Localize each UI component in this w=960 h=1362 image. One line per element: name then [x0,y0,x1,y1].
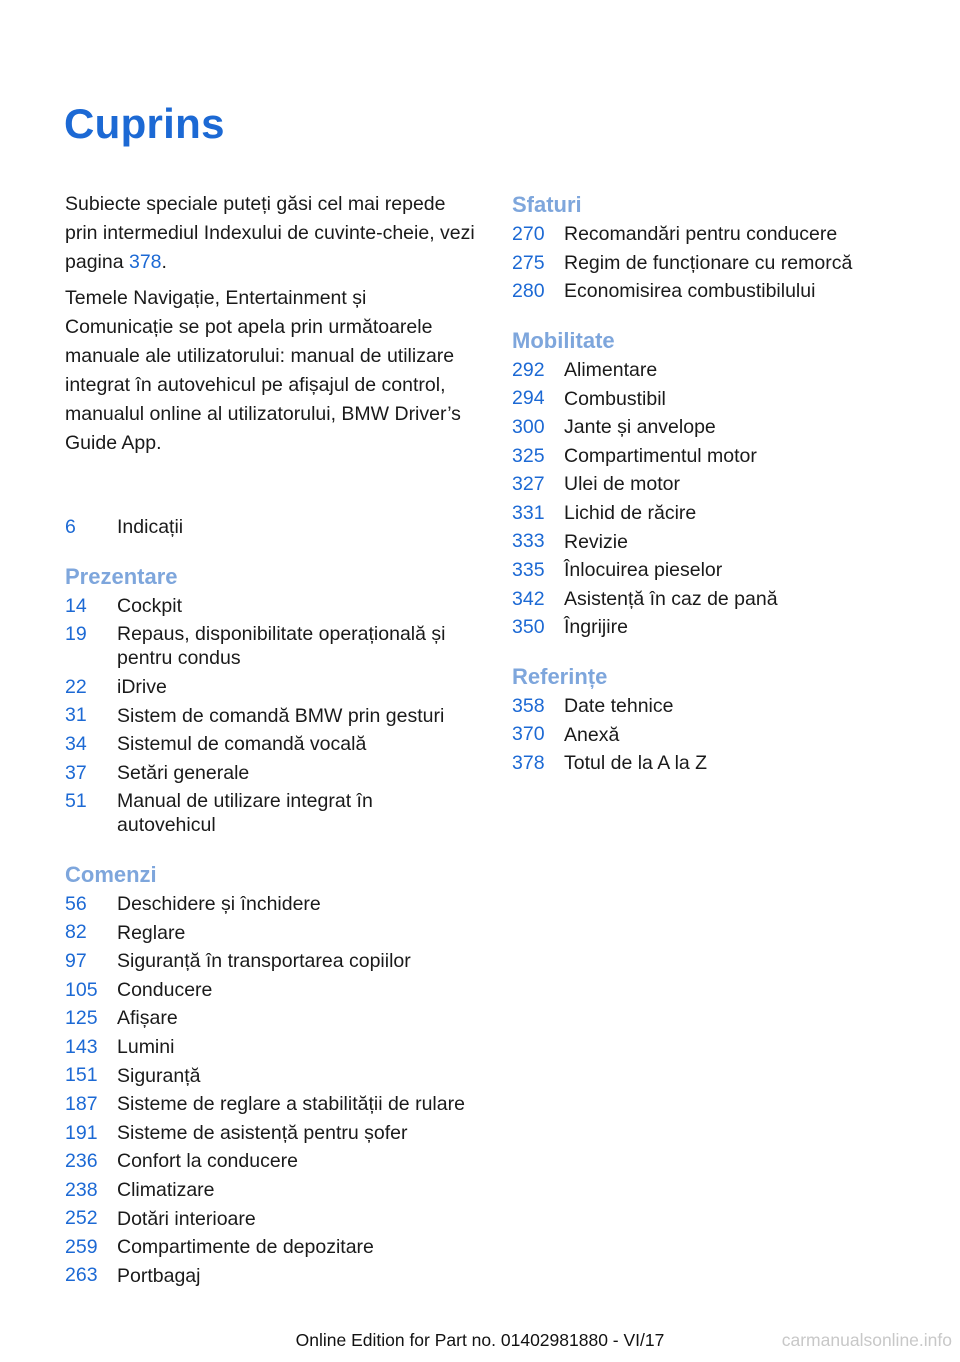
toc-page-number[interactable]: 294 [512,387,545,410]
intro-p1-text: Subiecte speciale puteți găsi cel mai repede prin intermediul Indexului de cuvinte-cheie, vezi pagina [65,193,475,273]
toc-page-number[interactable]: 333 [512,530,545,553]
toc-section [512,190,912,306]
toc-section [512,662,912,778]
toc-page-number[interactable]: 263 [65,1264,98,1287]
toc-entry-label: iDrive [117,676,167,699]
toc-entry[interactable] [65,1233,475,1262]
toc-entry-label: Alimentare [564,359,658,382]
toc-entry-label: Jante și anvelope [564,416,716,439]
toc-entry-label: Date tehnice [564,695,674,718]
toc-entry[interactable] [512,720,912,749]
toc-entry[interactable] [512,442,912,471]
toc-entry[interactable] [65,673,475,702]
toc-entry-label: Portbagaj [117,1264,201,1287]
toc-entry[interactable] [512,220,912,249]
toc-page-number[interactable]: 6 [65,516,76,538]
toc-entry-label: Sisteme de reglare a stabilității de rulare [117,1093,465,1116]
toc-page-number[interactable]: 19 [65,623,87,646]
toc-entry-label: Indicații [117,516,184,539]
toc-entry-label: Confort la conducere [117,1150,299,1173]
toc-entry-label: Totul de la A la Z [564,752,708,775]
toc-entry[interactable] [512,556,912,585]
index-page-link[interactable]: 378 [128,251,162,273]
toc-page-number[interactable]: 280 [512,280,545,303]
toc-entry-label: Afișare [117,1007,178,1030]
intro-p1-end: . [161,251,167,273]
toc-entry[interactable] [65,592,475,621]
toc-entry-label: Înlocuirea pieselor [564,559,723,582]
toc-entry[interactable] [512,356,912,385]
toc-page-number[interactable]: 259 [65,1235,98,1258]
toc-entry-label: Lumini [117,1036,175,1059]
toc-page-number[interactable]: 342 [512,587,545,610]
right-sections [512,190,912,778]
intro-text [65,190,475,458]
toc-entry[interactable] [65,759,475,788]
toc-page-number[interactable]: 370 [512,723,545,746]
toc-page-number[interactable]: 238 [65,1178,98,1201]
toc-entry[interactable] [65,730,475,759]
toc-entry-label: Asistență în caz de pană [564,587,778,610]
intro-paragraph-1 [65,190,475,277]
toc-page-number[interactable]: 187 [65,1092,98,1115]
toc-section [512,326,912,642]
toc-page-number[interactable]: 97 [65,949,87,972]
toc-page-number[interactable]: 31 [65,704,87,727]
toc-entry[interactable] [65,1147,475,1176]
toc-page-number[interactable]: 191 [65,1121,98,1144]
toc-entry[interactable] [65,918,475,947]
toc-entry[interactable] [65,513,475,542]
toc-entry-label: Sistemul de comandă vocală [117,733,367,756]
toc-entry-label: Compartimentul motor [564,444,757,467]
toc-entry[interactable] [512,384,912,413]
toc-entry-label: Repaus, disponibilitate operațională și pentru condus [117,623,446,670]
toc-entry-label: Lichid de răcire [564,502,697,525]
toc-entry[interactable] [512,527,912,556]
section-heading: Referințe [512,663,608,689]
toc-entry-label: Dotări interioare [117,1207,256,1230]
left-column [65,190,475,1310]
toc-entry-label: Manual de utilizare integrat în autovehicul [117,790,373,837]
toc-entry[interactable] [512,277,912,306]
toc-entry[interactable] [512,692,912,721]
toc-entry[interactable] [65,1061,475,1090]
toc-entry-label: Compartimente de depozitare [117,1236,374,1259]
toc-entry-label: Regim de funcționare cu remorcă [564,251,853,274]
toc-entry[interactable] [65,947,475,976]
toc-page-number[interactable]: 331 [512,501,545,524]
toc-section [65,562,475,840]
toc-entry[interactable] [65,1033,475,1062]
toc-page-number[interactable]: 22 [65,675,87,698]
toc-entry-label: Deschidere și închidere [117,893,321,916]
toc-page-number[interactable]: 327 [512,473,545,496]
right-column [512,190,912,798]
toc-page-number[interactable]: 143 [65,1035,98,1058]
toc-page-number[interactable]: 82 [65,921,87,944]
toc-entry-label: Cockpit [117,594,183,617]
toc-page-number[interactable]: 335 [512,558,545,581]
toc-page-number[interactable]: 34 [65,732,87,755]
watermark: carmanualsonline.info [781,1330,952,1350]
section-heading: Sfaturi [512,192,582,217]
toc-entry[interactable] [65,787,475,840]
toc-entry[interactable] [512,585,912,614]
toc-entry[interactable] [512,249,912,278]
toc-entry-label: Siguranță [117,1064,201,1087]
toc-page-number[interactable]: 105 [65,978,98,1001]
intro-paragraph-2: Temele Navigație, Entertainment și Comunicație se pot apela prin următoarele manuale ale utilizatorului: manual de utilizare integrat în autovehicul pe afișajul de control, manualul online al utilizatorului, BMW Driver’s Guide App. [65,287,461,454]
toc-first-entry-wrap [65,513,475,542]
toc-page-number[interactable]: 51 [65,790,87,813]
toc-entry-label: Reglare [117,921,186,944]
toc-entry[interactable] [512,470,912,499]
toc-entry[interactable] [512,749,912,778]
toc-entry[interactable] [65,976,475,1005]
toc-page-number[interactable]: 236 [65,1150,98,1173]
toc-page-number[interactable]: 300 [512,415,545,438]
toc-entry[interactable] [512,499,912,528]
toc-entry-label: Siguranță în transportarea copiilor [117,950,411,973]
toc-page-number[interactable]: 125 [65,1007,98,1030]
toc-section [65,860,475,1290]
toc-page-number[interactable]: 325 [512,444,545,467]
toc-page-number[interactable]: 292 [512,358,545,381]
toc-entry-label: Conducere [117,978,213,1001]
toc-entry-label: Recomandări pentru conducere [564,223,838,246]
toc-entry[interactable] [65,890,475,919]
toc-page-number[interactable]: 252 [65,1207,98,1230]
toc-entry[interactable] [65,1119,475,1148]
toc-entry-label: Sistem de comandă BMW prin gesturi [117,704,445,727]
toc-page-number[interactable]: 37 [65,761,87,784]
toc-entry[interactable] [512,613,912,642]
toc-entry-label: Combustibil [564,387,666,410]
toc-entry-label: Îngrijire [564,616,628,639]
section-heading: Comenzi [65,861,157,887]
toc-entry[interactable] [512,413,912,442]
toc-entry[interactable] [65,1176,475,1205]
toc-entry-label: Sisteme de asistență pentru șofer [117,1121,408,1144]
section-heading: Prezentare [65,563,178,589]
toc-page-number[interactable]: 275 [512,251,545,274]
left-sections [65,562,475,1290]
footer-edition: Online Edition for Part no. 01402981880 - VI/17 [295,1330,665,1350]
toc-page-number[interactable]: 358 [512,694,545,717]
toc-entry[interactable] [65,1204,475,1233]
toc-entry-label: Ulei de motor [564,473,680,496]
page-title: Cuprins [64,100,225,147]
toc-entry-label: Climatizare [117,1178,215,1201]
toc-entry-label: Setări generale [117,761,250,784]
toc-entry-label: Anexă [564,723,620,746]
toc-entry[interactable] [65,1261,475,1290]
toc-page-number[interactable]: 151 [65,1064,98,1087]
toc-entry-label: Revizie [564,530,628,553]
toc-entry[interactable] [65,1004,475,1033]
section-heading: Mobilitate [512,327,615,353]
toc-page-number[interactable]: 14 [65,594,87,617]
toc-page-number[interactable]: 270 [512,223,545,245]
toc-page-number[interactable]: 378 [512,751,545,774]
toc-entry[interactable] [65,1090,475,1119]
toc-page-number[interactable]: 350 [512,616,545,639]
toc-page-number[interactable]: 56 [65,892,87,915]
toc-entry[interactable] [65,620,475,673]
toc-entry[interactable] [65,701,475,730]
toc-entry-label: Economisirea combustibilului [564,280,816,303]
